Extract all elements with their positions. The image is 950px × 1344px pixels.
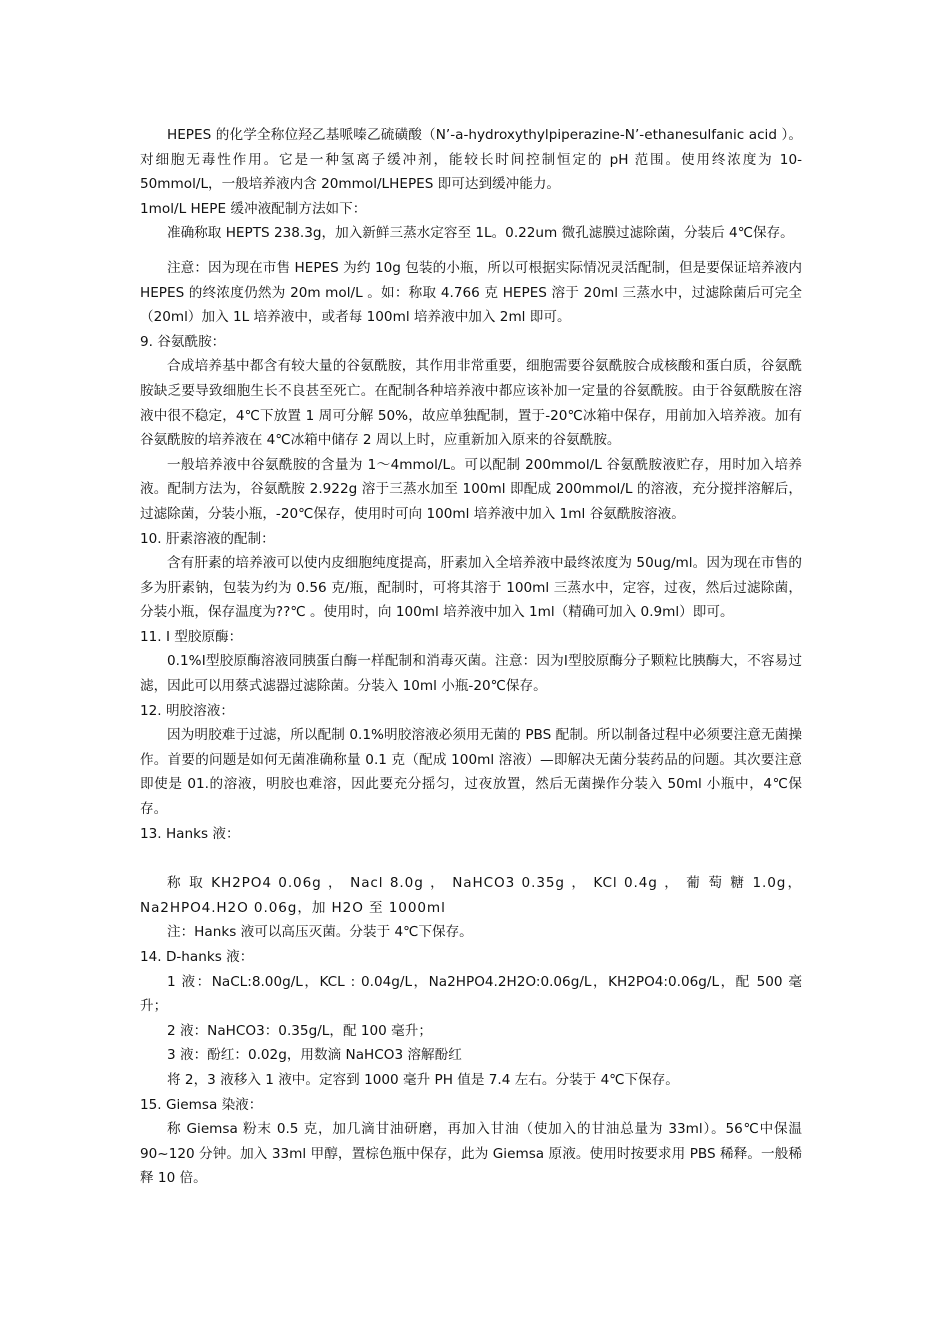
glutamine-heading: 9. 谷氨酰胺：: [140, 333, 226, 350]
d-hanks-solution-2: 2 液：NaHCO3：0.35g/L，配 100 毫升；: [167, 1022, 432, 1039]
collagenase-heading: 11. Ⅰ 型胶原酶：: [140, 628, 243, 645]
d-hanks-solution-1: 1 液：NaCL:8.00g/L，KCL : 0.04g/L，Na2HPO4.2H2O:0.06g/L，KH2PO4:0.06g/L，配 500 毫升；: [140, 973, 802, 1015]
heparin-heading: 10. 肝素溶液的配制：: [140, 530, 275, 547]
d-hanks-mixing-paragraph: 将 2，3 液移入 1 液中。定容到 1000 毫升 PH 值是 7.4 左右。分装于 4℃下保存。: [167, 1071, 679, 1088]
giemsa-heading: 15. Giemsa 染液：: [140, 1096, 263, 1113]
hepes-note-paragraph: 注意：因为现在市售 HEPES 为约 10g 包装的小瓶，所以可根据实际情况灵活配制，但是要保证培养液内 HEPES 的终浓度仍然为 20m mol/L 。如：称取 4.766 克 HEPES 溶于 20ml 三蒸水中，过滤除菌后可完全（20ml）加入 1L 培养液中，或者每 100ml 培养液中加入 2ml 即可。: [140, 259, 802, 326]
glutamine-paragraph-2: 一般培养液中谷氨酰胺的含量为 1～4mmol/L。可以配制 200mmol/L 谷氨酰胺液贮存，用时加入培养液。配制方法为，谷氨酰胺 2.922g 溶于三蒸水加至 100ml 即配成 200mmol/L 的溶液，充分搅拌溶解后，过滤除菌，分装小瓶，-20℃保存，使用时可向 100ml 培养液中加入 1ml 谷氨酰胺溶液。: [140, 456, 802, 522]
hepes-buffer-heading: 1mol/L HEPE 缓冲液配制方法如下：: [140, 200, 367, 217]
collagenase-paragraph: 0.1%Ⅰ型胶原酶溶液同胰蛋白酶一样配制和消毒灭菌。注意：因为Ⅰ型胶原酶分子颗粒比胰酶大，不容易过滤，因此可以用蔡式滤器过滤除菌。分装入 10ml 小瓶-20℃保存。: [140, 653, 802, 695]
hanks-recipe-paragraph: 称 取 KH2PO4 0.06g ， Nacl 8.0g ， NaHCO3 0.35g ， KCl 0.4g ， 葡 萄 糖 1.0g，Na2HPO4.H2O 0.06g，加 H2O 至 1000ml: [140, 875, 802, 916]
gelatin-heading: 12. 明胶溶液：: [140, 702, 234, 719]
giemsa-paragraph: 称 Giemsa 粉末 0.5 克，加几滴甘油研磨，再加入甘油（使加入的甘油总量为 33ml）。56℃中保温 90~120 分钟。加入 33ml 甲醇，置棕色瓶中保存，此为 Giemsa 原液。使用时按要求用 PBS 稀释。一般稀释 10 倍。: [140, 1121, 802, 1187]
hanks-note-paragraph: 注：Hanks 液可以高压灭菌。分装于 4℃下保存。: [167, 924, 473, 941]
glutamine-paragraph-1: 合成培养基中都含有较大量的谷氨酰胺，其作用非常重要，细胞需要谷氨酰胺合成核酸和蛋白质，谷氨酰胺缺乏要导致细胞生长不良甚至死亡。在配制各种培养液中都应该补加一定量的谷氨酰胺。由于谷氨酰胺在溶液中很不稳定，4℃下放置 1 周可分解 50%，故应单独配制，置于-20℃冰箱中保存，用前加入培养液。加有谷氨酰胺的培养液在 4℃冰箱中储存 2 周以上时，应重新加入原来的谷氨酰胺。: [140, 358, 802, 449]
heparin-paragraph: 含有肝素的培养液可以使内皮细胞纯度提高，肝素加入全培养液中最终浓度为 50ug/ml。因为现在市售的多为肝素钠，包装为约为 0.56 克/瓶，配制时，可将其溶于 100ml 三蒸水中，定容，过夜，然后过滤除菌，分装小瓶，保存温度为??℃ 。使用时，向 100ml 培养液中加入 1ml（精确可加入 0.9ml）即可。: [140, 555, 802, 621]
hepes-intro-paragraph: HEPES 的化学全称位羟乙基哌嗪乙硫磺酸（N’-a-hydroxythylpiperazine-N’-ethanesulfanic acid ）。对细胞无毒性作用。它是一种氢离子缓冲剂，能较长时间控制恒定的 pH 范围。使用终浓度为 10-50mmol/L，一般培养液内含 20mmol/LHEPES 即可达到缓冲能力。: [140, 127, 802, 193]
document-body: [140, 123, 802, 1191]
d-hanks-heading: 14. D-hanks 液：: [140, 949, 254, 965]
hepes-preparation-paragraph: 准确称取 HEPTS 238.3g，加入新鲜三蒸水定容至 1L。0.22um 微孔滤膜过滤除菌，分装后 4℃保存。: [167, 225, 794, 242]
gelatin-paragraph: 因为明胶难于过滤，所以配制 0.1%明胶溶液必须用无菌的 PBS 配制。所以制备过程中必须要注意无菌操作。首要的问题是如何无菌准确称量 0.1 克（配成 100ml 溶液）—即解决无菌分装药品的问题。其次要注意即使是 01.的溶液，明胶也难溶，因此要充分摇匀，过夜放置，然后无菌操作分装入 50ml 小瓶中，4℃保存。: [140, 727, 802, 818]
hanks-heading: 13. Hanks 液：: [140, 825, 240, 842]
d-hanks-solution-3: 3 液：酚红：0.02g，用数滴 NaHCO3 溶解酚红: [167, 1047, 462, 1064]
